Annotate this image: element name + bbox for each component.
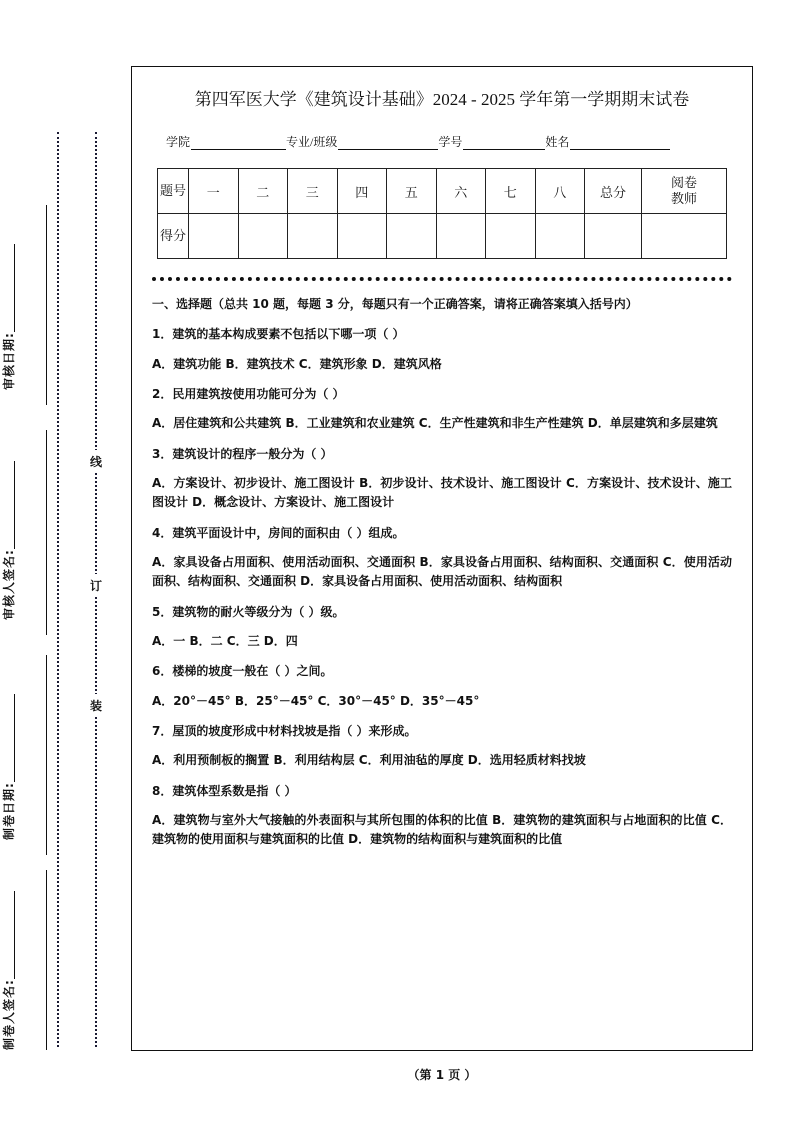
row-header-score — [158, 214, 189, 259]
binding-char-bind: 订 — [88, 574, 104, 597]
question-options-1: A．建筑功能 B．建筑技术 C．建筑形象 D．建筑风格 — [152, 356, 442, 371]
question-stem-1: 1．建筑的基本构成要素不包括以下哪一项（ ） — [152, 327, 405, 342]
page-number-marker: （第 1 页 ） — [407, 1068, 477, 1082]
sidebar-label-producer-signature — [0, 810, 17, 1050]
score-cell-3[interactable] — [288, 214, 338, 259]
question-options-4: A．家具设备占用面积、使用活动面积、交通面积 B．家具设备占用面积、结构面积、交通面积 C．使用活动面积、结构面积、交通面积 D．家具设备占用面积、使用活动面积、结构面积 — [152, 554, 732, 589]
question-item-5 — [152, 603, 732, 652]
student-info-row — [166, 133, 730, 150]
column-header-5: 五 — [387, 169, 437, 214]
score-cell-5[interactable] — [387, 214, 437, 259]
sidebar-label-production-date — [0, 600, 17, 840]
column-header-grading-teacher — [642, 169, 727, 214]
column-header-1: 一 — [189, 169, 239, 214]
grading-teacher-line1: 阅卷 — [670, 175, 697, 191]
binding-char-assemble: 装 — [88, 694, 104, 717]
question-item-3 — [152, 445, 732, 513]
question-options-2: A．居住建筑和公共建筑 B．工业建筑和农业建筑 C．生产性建筑和非生产性建筑 D．单层建筑和多层建筑 — [152, 416, 718, 431]
column-header-8: 八 — [535, 169, 585, 214]
table-row-scores — [158, 214, 727, 259]
college-label: 学院 — [166, 135, 191, 149]
question-stem-4: 4．建筑平面设计中，房间的面积由（ ）组成。 — [152, 525, 405, 540]
question-item-7 — [152, 722, 732, 771]
student-id-field[interactable] — [463, 136, 545, 150]
class-label: 专业/班级 — [286, 135, 338, 149]
sidebar-label-review-date-text: 审核日期: — [2, 332, 16, 390]
page-footer — [131, 1066, 753, 1083]
question-item-8 — [152, 782, 732, 850]
question-stem-7: 7．屋顶的坡度形成中材料找坡是指（ ）来形成。 — [152, 724, 417, 739]
question-stem-2: 2．民用建筑按使用功能可分为（ ） — [152, 387, 345, 402]
row-header-question-number — [158, 169, 189, 214]
score-cell-grading-teacher[interactable] — [642, 214, 727, 259]
score-cell-4[interactable] — [337, 214, 387, 259]
name-field[interactable] — [570, 136, 670, 150]
student-id-label: 学号 — [438, 135, 463, 149]
question-item-2 — [152, 385, 732, 434]
sidebar-label-review-date — [0, 150, 17, 390]
section-heading-choice: 一、选择题（总共 10 题，每题 3 分，每题只有一个正确答案，请将正确答案填入括号内） — [152, 297, 638, 311]
score-cell-8[interactable] — [535, 214, 585, 259]
sidebar-label-reviewer-signature — [0, 380, 17, 620]
sidebar-label-producer-signature-blank — [14, 891, 15, 979]
name-label: 姓名 — [545, 135, 570, 149]
sidebar-label-production-date-blank — [14, 694, 15, 782]
exam-paper-frame — [131, 66, 753, 1051]
sidebar-label-review-date-blank — [14, 244, 15, 332]
question-stem-5: 5．建筑物的耐火等级分为（ ）级。 — [152, 604, 345, 619]
score-cell-7[interactable] — [486, 214, 536, 259]
sidebar-label-reviewer-signature-text: 审核人签名: — [2, 549, 16, 620]
question-item-6 — [152, 662, 732, 711]
column-header-6: 六 — [436, 169, 486, 214]
binding-dashed-line-inner — [57, 132, 59, 1047]
column-header-2: 二 — [238, 169, 288, 214]
question-options-7: A．利用预制板的搁置 B．利用结构层 C．利用油毡的厚度 D．选用轻质材料找坡 — [152, 753, 586, 768]
score-cell-2[interactable] — [238, 214, 288, 259]
sidebar-rule-bottom — [46, 870, 47, 1050]
score-cell-1[interactable] — [189, 214, 239, 259]
table-row-question-numbers — [158, 169, 727, 214]
question-stem-6: 6．楼梯的坡度一般在（ ）之间。 — [152, 664, 333, 679]
question-stem-3: 3．建筑设计的程序一般分为（ ） — [152, 446, 333, 461]
class-field[interactable] — [338, 136, 438, 150]
row-header-question-number-text: 题号 — [159, 183, 186, 199]
row-header-score-text: 得分 — [159, 228, 186, 244]
binding-char-line: 线 — [88, 450, 104, 473]
question-stem-8: 8．建筑体型系数是指（ ） — [152, 783, 297, 798]
column-header-4: 四 — [337, 169, 387, 214]
question-options-3: A．方案设计、初步设计、施工图设计 B．初步设计、技术设计、施工图设计 C．方案设计、技术设计、施工图设计 D．概念设计、方案设计、施工图设计 — [152, 475, 732, 510]
score-cell-6[interactable] — [436, 214, 486, 259]
college-field[interactable] — [191, 136, 286, 150]
sidebar-rule-lower — [46, 655, 47, 855]
sidebar-label-production-date-text: 制卷日期: — [2, 782, 16, 840]
score-table — [157, 168, 727, 259]
question-options-6: A．20°－45° B．25°－45° C．30°－45° D．35°－45° — [152, 693, 480, 708]
page-title: 第四军医大学《建筑设计基础》2024 - 2025 学年第一学期期末试卷 — [194, 90, 690, 109]
question-item-1 — [152, 325, 732, 374]
sidebar-label-producer-signature-text: 制卷人签名: — [2, 979, 16, 1050]
column-header-total: 总分 — [585, 169, 642, 214]
question-options-5: A．一 B．二 C．三 D．四 — [152, 634, 298, 648]
sidebar-label-reviewer-signature-blank — [14, 461, 15, 549]
dotted-separator — [152, 273, 732, 281]
question-options-8: A．建筑物与室外大气接触的外表面积与其所包围的体积的比值 B．建筑物的建筑面积与占地面积的比值 C．建筑物的使用面积与建筑面积的比值 D．建筑物的结构面积与建筑面积的比值 — [152, 812, 732, 847]
sidebar-rule-top — [46, 205, 47, 405]
grading-teacher-line2: 教师 — [670, 191, 697, 206]
column-header-3: 三 — [288, 169, 338, 214]
question-item-4 — [152, 524, 732, 592]
sidebar-rule-upper — [46, 430, 47, 635]
column-header-7: 七 — [486, 169, 536, 214]
question-body — [152, 295, 732, 850]
score-cell-total[interactable] — [585, 214, 642, 259]
binding-sidebar — [0, 0, 131, 1122]
